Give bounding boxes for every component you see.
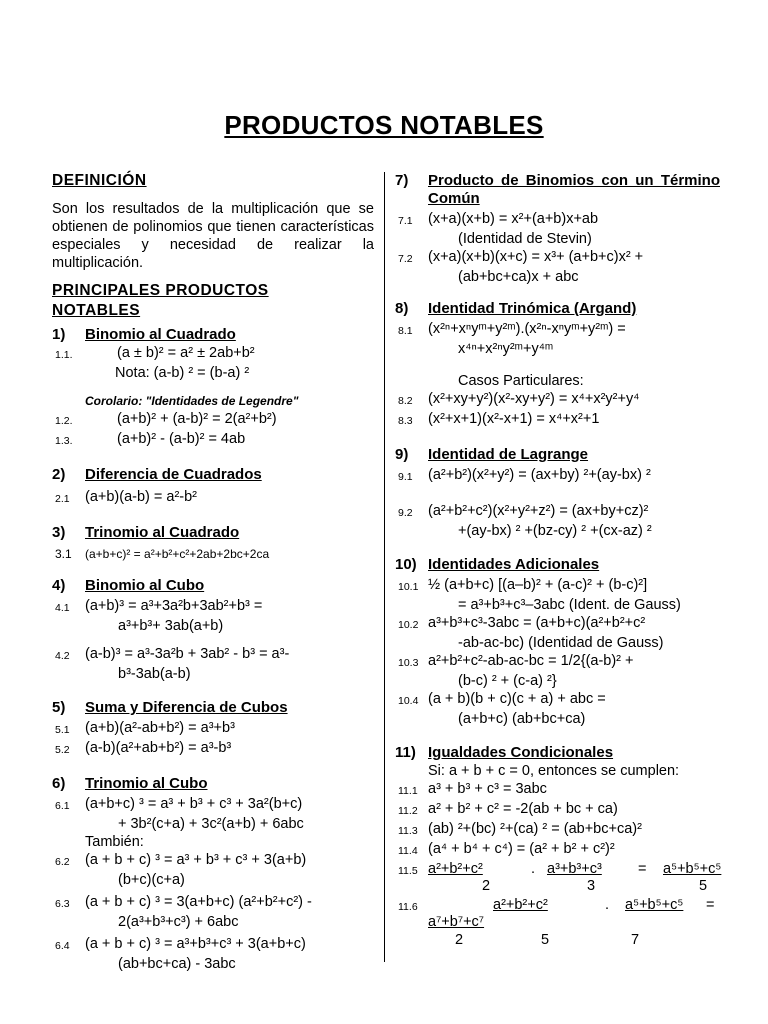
formula-text: (a+b)² - (a-b)² = 4ab <box>117 431 246 447</box>
formula-text: (a-b)(a²+ab+b²) = a³-b³ <box>85 740 232 756</box>
formula-number: 4.1 <box>55 602 70 614</box>
formula-number: 11.2 <box>398 805 418 817</box>
formula-number: 6.1 <box>55 800 70 812</box>
formula-text: (x²+xy+y²)(x²-xy+y²) = x⁴+x²y²+y⁴ <box>428 391 640 407</box>
denominator-3: 7 <box>631 932 640 948</box>
column-divider <box>384 172 385 962</box>
formula-6-2-cont: (b+c)(c+a) <box>118 872 185 888</box>
principales-heading-1: PRINCIPALES PRODUCTOS <box>52 282 269 299</box>
equals: = <box>638 861 647 877</box>
formula-4-2 <box>52 645 374 665</box>
formula-8-3 <box>395 410 720 430</box>
right-column <box>395 172 720 950</box>
formula-number: 8.3 <box>398 415 413 427</box>
formula-text: (ab) ²+(bc) ²+(ca) ² = (ab+bc+ca)² <box>428 821 642 837</box>
section-title: Binomio al Cuadrado <box>85 326 236 343</box>
condicion-text: Si: a + b + c = 0, entonces se cumplen: <box>428 763 680 779</box>
formula-number: 11.1 <box>398 785 418 797</box>
section-number: 7) <box>395 172 409 189</box>
page-title: PRODUCTOS NOTABLES <box>224 110 544 140</box>
formula-8-1 <box>395 320 720 340</box>
denominator-1: 2 <box>455 932 464 948</box>
section-title: Trinomio al Cuadrado <box>85 524 240 541</box>
formula-number: 5.1 <box>55 724 70 736</box>
formula-text: (a + b + c) ³ = a³+b³+c³ + 3(a+b+c) <box>85 936 306 952</box>
section-2-heading <box>52 466 374 484</box>
formula-number: 5.2 <box>55 744 70 756</box>
numerator-2: a⁵+b⁵+c⁵ <box>625 897 684 913</box>
section-number: 2) <box>52 466 66 483</box>
formula-number: 10.4 <box>398 695 419 707</box>
section-1-heading <box>52 326 374 344</box>
formula-text: (a⁴ + b⁴ + c⁴) = (a² + b² + c²)² <box>428 841 615 857</box>
formula-text: (a+b)³ = a³+3a²b+3ab²+b³ = <box>85 598 263 614</box>
formula-number: 10.1 <box>398 581 419 593</box>
formula-6-3 <box>52 893 374 913</box>
formula-number: 7.1 <box>398 215 413 227</box>
formula-text: (a-b)³ = a³-3a²b + 3ab² - b³ = a³- <box>85 646 290 662</box>
formula-10-1-cont: = a³+b³+c³–3abc (Ident. de Gauss) <box>458 597 681 613</box>
numerator-3: a⁵+b⁵+c⁵ <box>663 861 722 877</box>
formula-text: ½ (a+b+c) [(a–b)² + (a-c)² + (b-c)²] <box>428 577 648 593</box>
corolario-label: Corolario: "Identidades de Legendre" <box>85 394 299 408</box>
formula-text: (a²+b²+c²)(x²+y²+z²) = (ax+by+cz)² <box>428 503 649 519</box>
definicion-heading: DEFINICIÓN <box>52 172 147 189</box>
formula-text <box>425 860 720 896</box>
section-6-heading <box>52 775 374 793</box>
formula-6-1 <box>52 795 374 815</box>
section-number: 5) <box>52 699 66 716</box>
section-8-heading <box>395 300 720 318</box>
equals: = <box>706 897 715 913</box>
section-title: Igualdades Condicionales <box>428 744 614 761</box>
formula-11-1 <box>395 780 720 800</box>
formula-number: 10.2 <box>398 619 419 631</box>
numerator-1: a²+b²+c² <box>493 897 548 913</box>
definicion-text: Son los resultados de la multiplicación que se obtienen de polinomios que tienen características especiales y necesidad de realizar la multiplicación. <box>52 201 374 271</box>
formula-text: (x+a)(x+b)(x+c) = x³+ (a+b+c)x² + <box>428 249 644 265</box>
section-7-heading <box>395 172 720 208</box>
formula-number: 8.1 <box>398 325 413 337</box>
formula-10-1 <box>395 576 720 596</box>
section-number: 8) <box>395 300 409 317</box>
section-title: Producto de Binomios con un Término Común <box>428 172 720 207</box>
formula-number: 11.5 <box>398 865 418 877</box>
denominator-2: 5 <box>541 932 550 948</box>
section-number: 4) <box>52 577 66 594</box>
formula-number: 6.3 <box>55 898 70 910</box>
formula-9-2 <box>395 502 720 522</box>
formula-number: 7.2 <box>398 253 413 265</box>
formula-number: 9.1 <box>398 471 413 483</box>
section-3-heading <box>52 524 374 542</box>
formula-4-1 <box>52 597 374 617</box>
formula-text: (a+b+c) ³ = a³ + b³ + c³ + 3a²(b+c) <box>85 796 303 812</box>
formula-text: a³ + b³ + c³ = 3abc <box>428 781 547 797</box>
section-number: 9) <box>395 446 409 463</box>
formula-5-2 <box>52 739 374 759</box>
formula-text: (a + b + c) ³ = 3(a+b+c) (a²+b²+c²) - <box>85 894 312 910</box>
section-title: Identidad Trinómica (Argand) <box>428 300 637 317</box>
formula-7-2 <box>395 248 720 268</box>
formula-7-2-cont: (ab+bc+ca)x + abc <box>458 269 579 285</box>
formula-text: (x²ⁿ+xⁿyᵐ+y²ᵐ).(x²ⁿ-xⁿyᵐ+y²ᵐ) = <box>428 321 626 337</box>
denominator-1: 2 <box>482 878 491 894</box>
formula-10-4 <box>395 690 720 710</box>
formula-text: (x²+x+1)(x²-x+1) = x⁴+x²+1 <box>428 411 600 427</box>
section-number: 1) <box>52 326 66 343</box>
formula-number: 1.3. <box>55 435 73 447</box>
formula-number: 11.6 <box>398 901 418 913</box>
formula-number: 4.2 <box>55 650 70 662</box>
formula-6-4-cont: (ab+bc+ca) - 3abc <box>118 956 236 972</box>
section-number: 11) <box>395 744 416 761</box>
formula-10-2 <box>395 614 720 634</box>
formula-6-1-cont: + 3b²(c+a) + 3c²(a+b) + 6abc <box>118 816 304 832</box>
formula-11-2 <box>395 800 720 820</box>
formula-7-1 <box>395 210 720 230</box>
denominator-3: 5 <box>699 878 708 894</box>
formula-11-3 <box>395 820 720 840</box>
formula-6-3-cont: 2(a³+b³+c³) + 6abc <box>118 914 239 930</box>
numerator-2: a³+b³+c³ <box>547 861 602 877</box>
section-5-heading <box>52 699 374 717</box>
formula-7-1-cont: (Identidad de Stevin) <box>458 231 592 247</box>
section-title: Diferencia de Cuadrados <box>85 466 262 483</box>
tambien-label: También: <box>85 834 144 850</box>
formula-number: 2.1 <box>55 493 70 505</box>
principales-heading-2: NOTABLES <box>52 302 141 319</box>
section-title: Trinomio al Cubo <box>85 775 208 792</box>
formula-1-nota: Nota: (a-b) ² = (b-a) ² <box>115 365 250 381</box>
formula-1-1 <box>52 344 374 364</box>
formula-number: 1.1. <box>55 349 73 361</box>
formula-6-4 <box>52 935 374 955</box>
formula-text: (a + b + c) ³ = a³ + b³ + c³ + 3(a+b) <box>85 852 307 868</box>
section-number: 10) <box>395 556 417 573</box>
section-10-heading <box>395 556 720 574</box>
formula-text: (a+b+c)² = a²+b²+c²+2ab+2bc+2ca <box>85 547 270 561</box>
formula-number: 11.3 <box>398 825 418 837</box>
section-number: 6) <box>52 775 66 792</box>
formula-11-5 <box>395 860 720 896</box>
formula-number: 10.3 <box>398 657 419 669</box>
formula-text <box>425 896 720 950</box>
section-4-heading <box>52 577 374 595</box>
formula-10-2-cont: -ab-ac-bc) (Identidad de Gauss) <box>458 635 664 651</box>
numerator-3: a⁷+b⁷+c⁷ <box>428 914 485 930</box>
formula-9-2-cont: +(ay-bx) ² +(bz-cy) ² +(cx-az) ² <box>458 523 652 539</box>
formula-5-1 <box>52 719 374 739</box>
formula-text: (a+b)(a-b) = a²-b² <box>85 489 198 505</box>
section-9-heading <box>395 446 720 464</box>
formula-text: (a+b)² + (a-b)² = 2(a²+b²) <box>117 411 277 427</box>
formula-text: (x+a)(x+b) = x²+(a+b)x+ab <box>428 211 599 227</box>
section-11-heading <box>395 744 720 762</box>
dot: . <box>605 897 610 913</box>
formula-10-3-cont: (b-c) ² + (c-a) ²} <box>458 673 557 689</box>
formula-number: 9.2 <box>398 507 413 519</box>
formula-4-1-cont: a³+b³+ 3ab(a+b) <box>118 618 224 634</box>
formula-text: a² + b² + c² = -2(ab + bc + ca) <box>428 801 618 817</box>
dot: . <box>531 861 536 877</box>
formula-number: 6.4 <box>55 940 70 952</box>
casos-particulares-label: Casos Particulares: <box>458 373 584 389</box>
formula-number: 1.2. <box>55 415 73 427</box>
formula-1-3 <box>52 430 374 450</box>
formula-9-1 <box>395 466 720 486</box>
formula-2-1 <box>52 488 374 508</box>
formula-text: (a+b)(a²-ab+b²) = a³+b³ <box>85 720 235 736</box>
denominator-2: 3 <box>587 878 596 894</box>
formula-number: 11.4 <box>398 845 418 857</box>
formula-text: a²+b²+c²-ab-ac-bc = 1/2{(a-b)² + <box>428 653 634 669</box>
section-title: Suma y Diferencia de Cubos <box>85 699 288 716</box>
formula-text: (a + b)(b + c)(c + a) + abc = <box>428 691 606 707</box>
formula-text: (a²+b²)(x²+y²) = (ax+by) ²+(ay-bx) ² <box>428 467 651 483</box>
formula-10-4-cont: (a+b+c) (ab+bc+ca) <box>458 711 586 727</box>
formula-3-1 <box>52 545 374 563</box>
formula-number: 6.2 <box>55 856 70 868</box>
formula-6-2 <box>52 851 374 871</box>
formula-8-2 <box>395 390 720 410</box>
section-number: 3) <box>52 524 66 541</box>
left-column <box>52 172 374 973</box>
formula-8-1-cont: x⁴ⁿ+x²ⁿy²ᵐ+y⁴ᵐ <box>458 341 554 357</box>
formula-text: (a ± b)² = a² ± 2ab+b² <box>117 345 255 361</box>
formula-11-4 <box>395 840 720 860</box>
section-title: Identidades Adicionales <box>428 556 600 573</box>
formula-text: a³+b³+c³-3abc = (a+b+c)(a²+b²+c² <box>428 615 646 631</box>
formula-number: 8.2 <box>398 395 413 407</box>
numerator-1: a²+b²+c² <box>428 861 483 877</box>
formula-10-3 <box>395 652 720 672</box>
formula-4-2-cont: b³-3ab(a-b) <box>118 666 191 682</box>
formula-11-6 <box>395 896 720 950</box>
section-title: Identidad de Lagrange <box>428 446 589 463</box>
formula-1-2 <box>52 410 374 430</box>
formula-number: 3.1 <box>55 547 72 561</box>
section-title: Binomio al Cubo <box>85 577 205 594</box>
